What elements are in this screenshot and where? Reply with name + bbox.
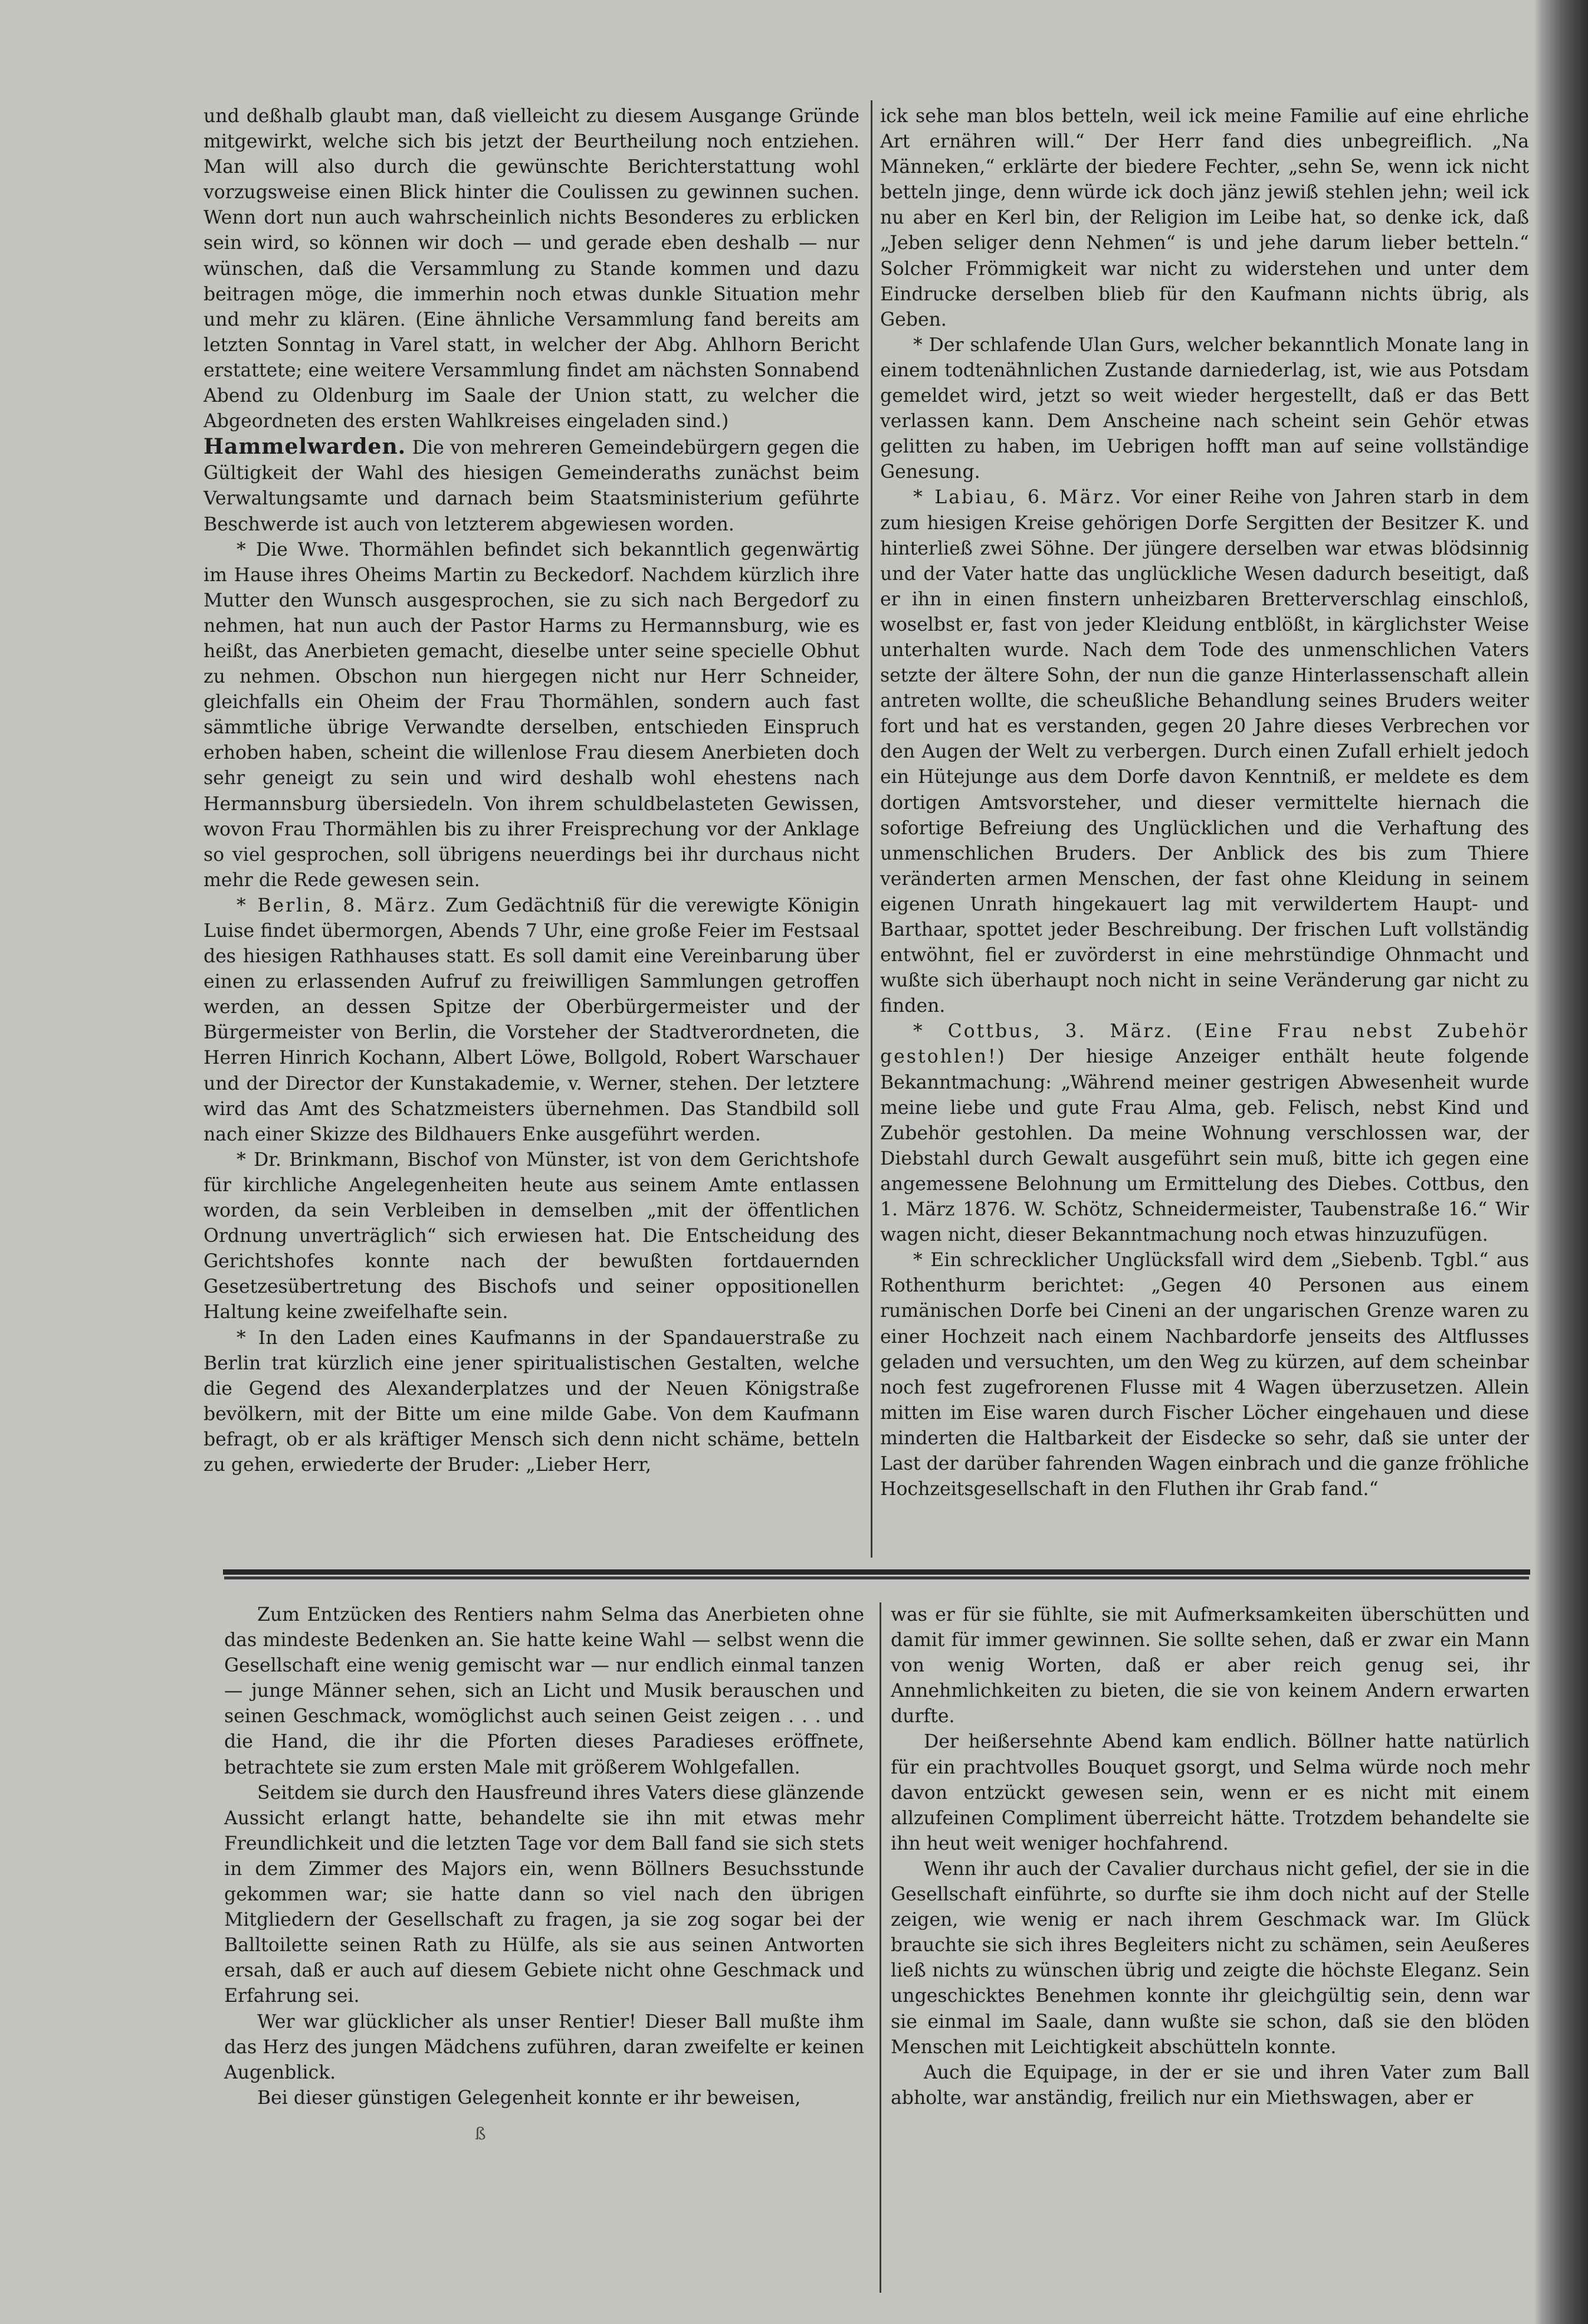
article-ulan: * Der schlafende Ulan Gurs, welcher bekanntlich Monate lang in einem todtenähnlichen Zustande darniederlag, ist, wie aus Potsdam gemeldet wird, jetzt so weit wieder hergestellt, daß er das Bett verlassen kann. Dem Anscheine nach scheint sein Gehör etwas gelitten zu haben, im Uebrigen hofft man auf seine vollständige Genesung.	[880, 334, 1529, 483]
article-laden: * In den Laden eines Kaufmanns in der Spandauerstraße zu Berlin trat kürzlich eine jener spiritualistischen Gestalten, welche die Gegend des Alexanderplatzes und der Neuen Königstraße bevölkern, mit der Bitte um eine milde Gabe. Von dem Kaufmann befragt, ob er als kräftiger Mensch sich denn nicht schäme, betteln zu gehen, erwiederte der Bruder: „Lieber Herr,	[204, 1327, 859, 1476]
page-mark: ß	[475, 2124, 486, 2143]
story-paragraph: Zum Entzücken des Rentiers nahm Selma das Anerbieten ohne das mindeste Bedenken an. Sie hatte keine Wahl — selbst wenn die Gesellschaft eine wenig gemischt war — nur endlich einmal tanzen — junge Männer sehen, sich an Licht und Musik berauschen und seinen Geschmack, womöglichst auch seinen Geist zeigen . . . und die Hand, die ihr die Pforten dieses Paradieses eröffnete, betrachtete sie zum ersten Male mit größerem Wohlgefallen.	[224, 1604, 864, 1778]
story-paragraph: Bei dieser günstigen Gelegenheit konnte er ihr beweisen,	[257, 2087, 801, 2109]
article-paragraph: ick sehe man blos betteln, weil ick meine Familie auf eine ehrliche Art ernähren will.“ Der Herr fand dies unbegreiflich. „Na Männeken,“ erklärte der biedere Fechter, „sehn Se, wenn ick nicht betteln jinge, denn würde ick doch jänz jewiß stehlen jehn; weil ick nu aber en Kerl bin, der Religion im Leibe hat, so denke ick, daß „Jeben seliger denn Nehmen“ is und jehe darum lieber betteln.“ Solcher Frömmigkeit war nicht zu widerstehen und unter dem Eindrucke derselben blieb für den Kaufmann nichts übrig, als Geben.	[880, 106, 1529, 330]
article-thormaehlen: * Die Wwe. Thormählen befindet sich bekanntlich gegenwärtig im Hause ihres Oheims Martin zu Beckedorf. Nachdem kürzlich ihre Mutter den Wunsch ausgesprochen, sie zu sich nach Bergedorf zu nehmen, hat nun auch der Pastor Harms zu Hermannsburg, wie es heißt, das Anerbieten gemacht, dieselbe unter seine specielle Obhut zu nehmen. Obschon nun hiergegen nicht nur Herr Schneider, gleichfalls ein Oheim der Frau Thormählen, sondern auch fast sämmtliche übrige Verwandte derselben, entschieden Einspruch erhoben haben, scheint die willenlose Frau diesem Anerbieten doch sehr geneigt zu sein und wird deshalb wohl ehestens nach Hermannsburg übersiedeln. Von ihrem schuldbelasteten Gewissen, wovon Frau Thormählen bis zu ihrer Freisprechung vor der Anklage so viel gesprochen, soll übrigens neuerdings bei ihr durchaus nicht mehr die Rede gewesen sein.	[204, 539, 859, 891]
article-hammelwarden	[204, 434, 859, 537]
article-text: Der hiesige Anzeiger enthält heute folgende Bekanntmachung: „Während meiner gestrigen Abwesenheit wurde meine liebe und gute Frau Alma, geb. Felisch, nebst Kind und Zubehör gestohlen. Da meine Wohnung verschlossen war, der Diebstahl durch Gewalt ausgeführt sein muß, bitte ich gegen eine angemessene Belohnung um Ermittelung des Diebes. Cottbus, den 1. März 1876. W. Schötz, Schneidermeister, Taubenstraße 16.“ Wir wagen nicht, dieser Bekanntmachung noch etwas hinzuzufügen.	[880, 1046, 1530, 1246]
column-top-right	[880, 104, 1529, 1502]
article-labiau	[880, 485, 1529, 1019]
column-bottom-right	[891, 1602, 1530, 2111]
article-text: Die von mehreren Gemeindebürgern gegen die Gültigkeit der Wahl des hiesigen Gemeinderaths zunächst beim Verwaltungsamte und darnach beim Staatsministerium geführte Beschwerde ist auch von letzterem abgewiesen worden.	[204, 437, 860, 535]
article-paragraph: und deßhalb glaubt man, daß vielleicht zu diesem Ausgange Gründe mitgewirkt, welche sich bis jetzt der Beurtheilung noch entziehen. Man will also durch die gewünschte Berichterstattung wohl vorzugsweise einen Blick hinter die Coulissen zu gewinnen suchen. Wenn dort nun auch wahrscheinlich nichts Besonderes zu erblicken sein wird, so können wir doch — und gerade eben deshalb — nur wünschen, daß die Versammlung zu Stande kommen und dazu beitragen möge, die immerhin noch etwas dunkle Situation mehr und mehr zu klären. (Eine ähnliche Versammlung fand bereits am letzten Sonntag in Varel statt, in welcher der Abg. Ahlhorn Bericht erstattete; eine weitere Versammlung findet am nächsten Sonnabend Abend zu Oldenburg im Saale der Union statt, zu welcher die Abgeordneten des ersten Wahlkreises eingeladen sind.)	[204, 106, 859, 432]
story-paragraph: Wenn ihr auch der Cavalier durchaus nicht gefiel, der sie in die Gesellschaft einführte, so durfte sie ihm doch nicht auf der Stelle zeigen, wie wenig er nach ihrem Geschmack war. Im Glück brauchte sie sich ihres Begleiters nicht zu schämen, sein Aeußeres ließ nichts zu wünschen übrig und zeigte die höchste Eleganz. Sein ungeschicktes Benehmen konnte ihr gleichgültig sein, denn war sie einmal im Saale, dann wußte sie schon, daß sie den blöden Menschen mit Leichtigkeit abschütteln konnte.	[891, 1858, 1530, 2058]
column-bottom-left	[224, 1602, 864, 2111]
dateline-labiau: * Labiau, 6. März.	[913, 487, 1123, 509]
story-paragraph: Seitdem sie durch den Hausfreund ihres Vaters diese glänzende Aussicht erlangt hatte, behandelte sie ihn mit etwas mehr Freundlichkeit und die letzten Tage vor dem Ball fand sie sich stets in dem Zimmer des Majors ein, wenn Böllners Besuchsstunde gekommen war; sie hatte dann so viel nach den übrigen Mitgliedern der Gesellschaft zu fragen, ja sie zog sogar bei der Balltoilette seinen Rath zu Hülfe, als sie aus seinen Antworten ersah, daß er auch auf diesem Gebiete nicht ohne Geschmack und Erfahrung sei.	[224, 1782, 864, 2007]
dateline-hammelwarden: Hammelwarden.	[204, 434, 406, 460]
article-unglueck: * Ein schrecklicher Unglücksfall wird dem „Siebenb. Tgbl.“ aus Rothenthurm berichtet: „Gegen 40 Personen aus einem rumänischen Dorfe bei Cineni an der ungarischen Grenze waren zu einer Hochzeit nach einem Nachbardorfe jenseits des Altflusses geladen und versuchten, um den Weg zu kürzen, auf dem scheinbar noch fest zugefrorenen Flusse mit 4 Wagen überzusetzen. Allein mitten im Eise waren durch Fischer Löcher eingehauen und diese minderten die Haltbarkeit der Eisdecke so sehr, daß sie unter der Last der darüber fahrenden Wagen einbrach und die ganze fröhliche Hochzeitsgesellschaft in den Fluthen ihr Grab fand.“	[880, 1250, 1529, 1500]
feuilleton-divider	[223, 1569, 1530, 1576]
story-paragraph: Auch die Equipage, in der er sie und ihren Vater zum Ball abholte, war anständig, freilich nur ein Miethswagen, aber er	[891, 2061, 1530, 2109]
dateline-cottbus: * Cottbus, 3. März.	[913, 1021, 1174, 1043]
column-divider	[871, 100, 872, 1558]
story-paragraph: was er für sie fühlte, sie mit Aufmerksamkeiten überschütten und damit für immer gewinnen. Sie sollte sehen, daß er zwar ein Mann von wenig Worten, daß er aber reich genug sei, ihr Annehmlichkeiten zu bieten, die sie von keinem Andern erwarten durfte.	[891, 1604, 1530, 1728]
article-cottbus	[880, 1019, 1529, 1248]
article-text: Vor einer Reihe von Jahren starb in dem zum hiesigen Kreise gehörigen Dorfe Sergitten der Besitzer K. und hinterließ zwei Söhne. Der jüngere derselben war etwas blödsinnig und der Vater hatte das unglückliche Wesen dadurch beseitigt, daß er ihn in einen finstern unheizbaren Bretterverschlag einschloß, woselbst er, fast von jeder Kleidung entblößt, in kärglichster Weise unterhalten wurde. Nach dem Tode des unmenschlichen Vaters setzte der ältere Sohn, der nun die ganze Hinterlassenschaft allein antreten wollte, die scheußliche Behandlung seines Bruders weiter fort und hat es verstanden, gegen 20 Jahre dieses Verbrechen vor den Augen der Welt zu verbergen. Durch einen Zufall erhielt jedoch ein Hütejunge aus dem Dorfe davon Kenntniß, er meldete es dem dortigen Amtsvorsteher, und dieser vermittelte hiernach die sofortige Befreiung des Unglücklichen und die Verhaftung des unmenschlichen Bruders. Der Anblick des bis zum Thiere veränderten armen Menschen, der fast ohne Kleidung in seinem eigenen Unrath hingekauert lag mit verwildertem Haupt- und Barthaar, spottet jeder Beschreibung. Der frischen Luft vollständig entwöhnt, fiel er zuvörderst in eine mehrstündige Ohnmacht und wußte sich überhaupt noch nicht in seine Veränderung gar nicht zu finden.	[880, 487, 1529, 1017]
article-brinkmann: * Dr. Brinkmann, Bischof von Münster, ist von dem Gerichtshofe für kirchliche Angelegenheiten heute aus seinem Amte entlassen worden, da sein Verbleiben in demselben „mit der öffentlichen Ordnung unverträglich“ sich erwiesen hat. Die Entscheidung des Gerichtshofes konnte nach der bewußten fortdauernden Gesetzesübertretung des Bischofs und seiner oppositionellen Haltung keine zweifelhafte sein.	[204, 1149, 859, 1323]
column-top-left	[204, 104, 859, 1478]
article-text: Zum Gedächtniß für die verewigte Königin Luise findet übermorgen, Abends 7 Uhr, eine große Feier im Festsaal des hiesigen Rathhauses statt. Es soll damit eine Vereinbarung über einen zu erlassenden Aufruf zu freiwilligen Sammlungen getroffen werden, an dessen Spitze der Oberbürgermeister und der Bürgermeister von Berlin, die Vorsteher der Stadtverordneten, die Herren Hinrich Kochann, Albert Löwe, Bollgold, Robert Warschauer und der Director der Kunstakademie, v. Werner, stehen. Der letztere wird das Amt des Schatzmeisters übernehmen. Das Standbild soll nach einer Skizze des Bildhauers Enke ausgeführt werden.	[204, 894, 859, 1145]
story-paragraph: Der heißersehnte Abend kam endlich. Böllner hatte natürlich für ein prachtvolles Bouquet gsorgt, und Selma würde noch mehr davon entzückt gewesen sein, wenn er es nicht mit einem allzufeinen Compliment überreicht hätte. Trotzdem behandelte sie ihn heut weit weniger hochfahrend.	[891, 1731, 1530, 1854]
article-berlin	[204, 893, 859, 1148]
story-paragraph: Wer war glücklicher als unser Rentier! Dieser Ball mußte ihm das Herz des jungen Mädchens zuführen, daran zweifelte er keinen Augenblick.	[224, 2011, 864, 2083]
dateline-berlin: * Berlin, 8. März.	[237, 894, 438, 916]
article-subhead: (Eine Frau nebst Zubehör gestohlen!)	[880, 1021, 1529, 1068]
book-spine	[1543, 0, 1588, 2324]
column-divider	[880, 1602, 881, 2293]
